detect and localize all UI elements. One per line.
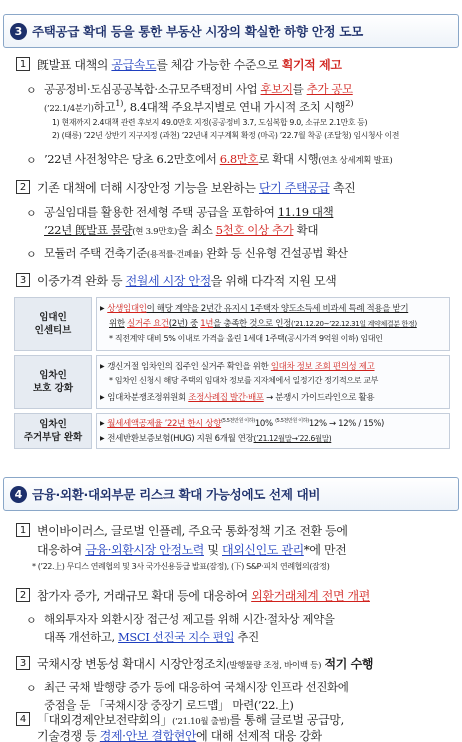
item-4-1-line-1: 변이바이러스, 글로벌 인플레, 주요국 통화정책 기조 전환 등에 (37, 524, 348, 538)
table-row-1-line-2: 위한 실거주 요건(2년) 중 1년을 충족한 것으로 인정(’21.12.20~’22.12.31일 계약체결분 한정) (109, 319, 417, 329)
table-row-1-line-1: ▶ 상생임대인이 해당 계약을 2년간 유지시 1주택자 양도소득세 비과세 특례 적용을 받기 (100, 304, 409, 314)
highlight-supply-speed: 공급속도 (111, 58, 157, 72)
item-number-box: 3 (16, 273, 30, 287)
table-row-3-line-1: ▶ 월세세액공제율 ’22년 한시 상향$^{(5.5천만원 이하)}$10% $^{(5.5천만원 이하)}$12% → 12% / 15%) (100, 418, 385, 429)
footnote-2: 2) (태릉) ’22년 상반기 지구지정 (과천) ’22년내 지구계획 확정 (마곡) ’22.7월 착공 (조달청) 임시청사 이전 (52, 131, 400, 140)
section-3-number: 3 (10, 23, 27, 40)
bullet-3-2-b: 모듈러 주택 건축기준(용적률·건폐율) 완화 등 신유형 건설공법 확산 (44, 246, 348, 260)
table-row-2-note: * 임차인 신청시 해당 주택의 임대차 정보를 지자체에서 일정기간 정기적으로 교부 (109, 376, 379, 385)
section-3-header (3, 14, 459, 48)
bullet-3-2-a-line-1: 공실임대를 활용한 전세형 주택 공급을 포함하여 11.19 대책 (44, 205, 334, 219)
item-4-4-line-2: 기술경쟁 등 경제·안보 결합현안에 대해 선제적 대응 강화 (37, 729, 322, 742)
bullet-marker: ㅇ (26, 248, 37, 261)
item-3-1-heading: 旣발표 대책의 공급속도를 체감 가능한 수준으로 획기적 제고 (37, 58, 342, 72)
item-4-1-note: * (’22.上) 무디스 연례협의 및 3사 국가신용등급 발표(잠정), (下) S&P·피치 연례협의(잠정) (32, 562, 330, 571)
table-row-1-note: * 직전계약 대비 5% 이내로 가격을 올린 1세대 1주택(공시가격 9억원 이하) 임대인 (109, 334, 383, 343)
section-4-header (3, 477, 459, 511)
item-4-2-bullet-line-2: 대폭 개선하고, MSCI 선진국 지수 편입 추진 (44, 630, 259, 644)
section-4-number: 4 (10, 486, 27, 503)
highlight-drastic-increase: 획기적 제고 (281, 58, 342, 72)
table-row-2-line-1: ▶ 갱신거절 임차인의 집주인 실거주 확인을 위한 임대차 정보 조회 편의성 제고 (100, 362, 375, 372)
item-number-box: 3 (16, 656, 30, 670)
item-4-3-heading: 국채시장 변동성 확대시 시장안정조치(발행물량 조정, 바이백 등) 적기 수행 (37, 657, 374, 671)
item-number-box: 1 (16, 57, 30, 71)
bullet-3-1-b: ’22년 사전청약은 당초 6.2만호에서 6.8만호로 확대 시행(연초 상세계획 발표) (44, 152, 393, 166)
item-number-box: 4 (16, 712, 30, 726)
section-4-title: 금융·외환·대외부문 리스크 확대 가능성에도 선제 대비 (32, 487, 321, 502)
bullet-3-1-a-line-1: 공공정비·도심공공복합·소규모주택정비 사업 후보지를 추가 공모 (44, 82, 353, 96)
item-4-3-bullet-line-2: 중점을 둔 「국채시장 중장기 로드맵」 마련(’22.上) (44, 698, 294, 712)
item-3-3-heading: 이중가격 완화 등 전월세 시장 안정을 위해 다각적 지원 모색 (37, 274, 337, 288)
bullet-3-2-a-line-2: ’22년 旣발표 물량(현 3.9만호)을 최소 5천호 이상 추가 확대 (44, 223, 319, 237)
bullet-marker: ㅇ (26, 207, 37, 220)
bullet-marker: ㅇ (26, 682, 37, 695)
item-4-4-line-1: 「대외경제안보전략회의」(’21.10월 출범)를 통해 글로벌 공급망, (37, 713, 344, 727)
item-number-box: 2 (16, 588, 30, 602)
item-3-2-heading: 기존 대책에 더해 시장안정 기능을 보완하는 단기 주택공급 촉진 (37, 181, 356, 195)
footnote-1: 1) 현재까지 2.4대책 관련 후보지 49.0만호 지정(공공정비 3.7, 도심복합 9.0, 소규모 2.1만호 등) (52, 118, 368, 127)
section-3-title: 주택공급 확대 등을 통한 부동산 시장의 확실한 하향 안정 도모 (32, 24, 363, 39)
table-row-2-line-3: ▶ 임대차분쟁조정위원회 조정사례집 발간·배포 → 분쟁시 가이드라인으로 활용 (100, 393, 375, 403)
bullet-marker: ㅇ (26, 84, 37, 97)
item-number-box: 2 (16, 180, 30, 194)
item-4-1-line-2: 대응하여 금융·외환시장 안정노력 및 대외신인도 관리*에 만전 (37, 543, 347, 557)
table-row-label: 임차인 주거부담 완화 (14, 413, 92, 449)
table-row-label: 임차인 보호 강화 (14, 355, 92, 409)
bullet-marker: ㅇ (26, 614, 37, 627)
item-4-2-heading: 참가자 증가, 거래규모 확대 등에 대응하여 외환거래체계 전면 개편 (37, 589, 370, 603)
bullet-3-1-a-line-2: (’22.1/4분기)하고$^{1)}$, 8.4대책 주요부지별로 연내 가시적 조치 시행$^{2)}$ (44, 99, 354, 114)
item-4-3-bullet-line-1: 최근 국채 발행량 증가 등에 대응하여 국채시장 인프라 선진화에 (44, 680, 349, 694)
table-row-label: 임대인 인센티브 (14, 297, 92, 351)
table-row-3-line-2: ▶ 전세반환보증보험(HUG) 지원 6개월 연장(’21.12월말→’22.6월말) (100, 434, 332, 444)
item-4-2-bullet-line-1: 해외투자자 외환시장 접근성 제고를 위해 시간·절차상 제약을 (44, 612, 335, 626)
item-number-box: 1 (16, 523, 30, 537)
bullet-marker: ㅇ (26, 154, 37, 167)
